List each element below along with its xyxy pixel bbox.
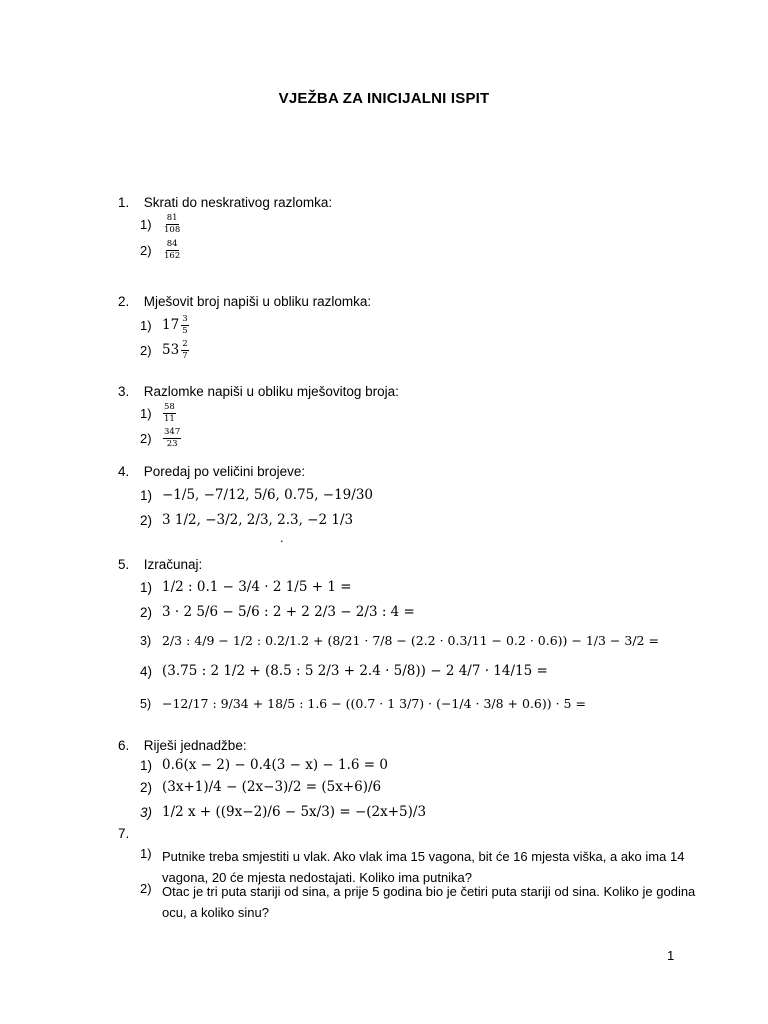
problem-4-heading [118, 464, 305, 479]
math-expression: 1/2 : 0.1 − 3/4 · 2 1/5 + 1 = [162, 579, 352, 595]
math-expression: 0.6(x − 2) − 0.4(3 − x) − 1.6 = 0 [162, 757, 388, 773]
denominator: 23 [166, 438, 178, 449]
problem-number: 1. [118, 195, 130, 210]
problem-4-item-2 [140, 512, 353, 528]
denominator: 11 [164, 413, 175, 424]
math-expression: 3 1/2, −3/2, 2/3, 2.3, −2 1/3 [162, 512, 354, 528]
math-expression: −12/17 : 9/34 + 18/5 : 1.6 − ((0.7 · 1 3/7) · (−1/4 · 3/8 + 0.6)) · 5 = [162, 696, 586, 711]
denominator: 108 [164, 224, 181, 235]
problem-3-heading [118, 384, 399, 399]
item-number: 1) [140, 579, 153, 595]
problem-text: Razlomke napiši u obliku mješovitog broja: [143, 384, 399, 399]
problem-1-heading [118, 195, 332, 210]
item-number: 2) [140, 779, 153, 795]
problem-5-item-4 [140, 663, 548, 679]
problem-number: 6. [118, 738, 130, 753]
item-number: 3) [140, 804, 153, 820]
denominator: 7 [182, 350, 188, 361]
problem-5-item-3 [140, 633, 659, 648]
problem-number: 5. [118, 557, 130, 572]
problem-7-item-2-number: 2) [140, 881, 152, 896]
problem-5-heading [118, 557, 202, 572]
numerator: 81 [166, 213, 178, 223]
problem-6-item-2 [140, 779, 381, 795]
problem-7-item-1-text: Putnike treba smjestiti u vlak. Ako vlak ima 15 vagona, bit će 16 mjesta viška, a ako ima 14 vagona, 20 će mjesta nedostajati. Koliko ima putnika? [162, 849, 685, 885]
page-title: VJEŽBA ZA INICIJALNI ISPIT [278, 90, 490, 107]
fraction [163, 214, 181, 234]
denominator: 162 [164, 250, 181, 261]
problem-number: 7. [118, 826, 130, 841]
trailing-dot: . [280, 530, 284, 545]
math-expression: 3 · 2 5/6 − 5/6 : 2 + 2 2/3 − 2/3 : 4 = [162, 604, 415, 620]
fraction [163, 428, 181, 448]
item-number: 1) [140, 216, 152, 232]
problem-1-item-1 [140, 214, 182, 234]
fraction [181, 340, 188, 360]
fraction [163, 240, 181, 260]
problem-5-item-5 [140, 696, 586, 711]
whole-part: 17 [162, 317, 180, 333]
problem-6-item-3 [140, 804, 426, 820]
fraction [163, 403, 176, 423]
item-number: 1) [140, 757, 153, 773]
numerator: 84 [166, 239, 178, 249]
item-number: 1) [140, 405, 152, 421]
item-number: 1) [140, 317, 152, 333]
fraction [181, 315, 188, 335]
item-number: 5) [140, 696, 152, 711]
problem-2-item-2 [140, 340, 190, 360]
problem-number: 4. [118, 464, 130, 479]
problem-6-item-1 [140, 757, 388, 773]
whole-part: 53 [162, 342, 180, 358]
numerator: 347 [164, 427, 181, 437]
problem-text: Mješovit broj napiši u obliku razlomka: [143, 294, 372, 309]
problem-5-item-2 [140, 604, 415, 620]
numerator: 3 [182, 314, 188, 324]
math-expression: 1/2 x + ((9x−2)/6 − 5x/3) = −(2x+5)/3 [162, 804, 427, 820]
problem-2-item-1 [140, 315, 190, 335]
math-expression: −1/5, −7/12, 5/6, 0.75, −19/30 [162, 487, 373, 503]
item-number: 2) [140, 604, 153, 620]
problem-3-item-1 [140, 403, 177, 423]
math-expression: (3.75 : 2 1/2 + (8.5 : 5 2/3 + 2.4 · 5/8)) − 2 4/7 · 14/15 = [162, 663, 548, 679]
numerator: 58 [164, 402, 175, 412]
problem-7-item-2-text: Otac je tri puta stariji od sina, a prije 5 godina bio je četiri puta stariji od sina. Koliko je godina ocu, a koliko sinu? [162, 884, 696, 920]
problem-7-heading [118, 826, 140, 841]
item-number: 2) [140, 512, 153, 528]
page-number: 1 [667, 948, 675, 963]
problem-text: Poredaj po veličini brojeve: [143, 464, 306, 479]
item-number: 4) [140, 663, 153, 679]
problem-text: Skrati do neskrativog razlomka: [143, 195, 333, 210]
problem-2-heading [118, 294, 371, 309]
problem-text: Izračunaj: [143, 557, 203, 572]
denominator: 5 [182, 325, 188, 336]
problem-7-item-1-number: 1) [140, 846, 152, 861]
numerator: 2 [182, 339, 188, 349]
math-expression: 2/3 : 4/9 − 1/2 : 0.2/1.2 + (8/21 · 7/8 − (2.2 · 0.3/11 − 0.2 · 0.6)) − 1/3 − 3/2 = [162, 633, 659, 648]
item-number: 2) [140, 242, 152, 258]
problem-1-item-2 [140, 240, 182, 260]
problem-5-item-1 [140, 579, 352, 595]
problem-number: 2. [118, 294, 130, 309]
item-number: 2) [140, 430, 152, 446]
problem-3-item-2 [140, 428, 182, 448]
math-expression: (3x+1)/4 − (2x−3)/2 = (5x+6)/6 [162, 779, 382, 795]
item-number: 3) [140, 633, 152, 648]
item-number: 2) [140, 342, 152, 358]
problem-4-item-1 [140, 487, 373, 503]
problem-text: Riješi jednadžbe: [143, 738, 247, 753]
item-number: 1) [140, 487, 153, 503]
problem-6-heading [118, 738, 247, 753]
problem-number: 3. [118, 384, 130, 399]
